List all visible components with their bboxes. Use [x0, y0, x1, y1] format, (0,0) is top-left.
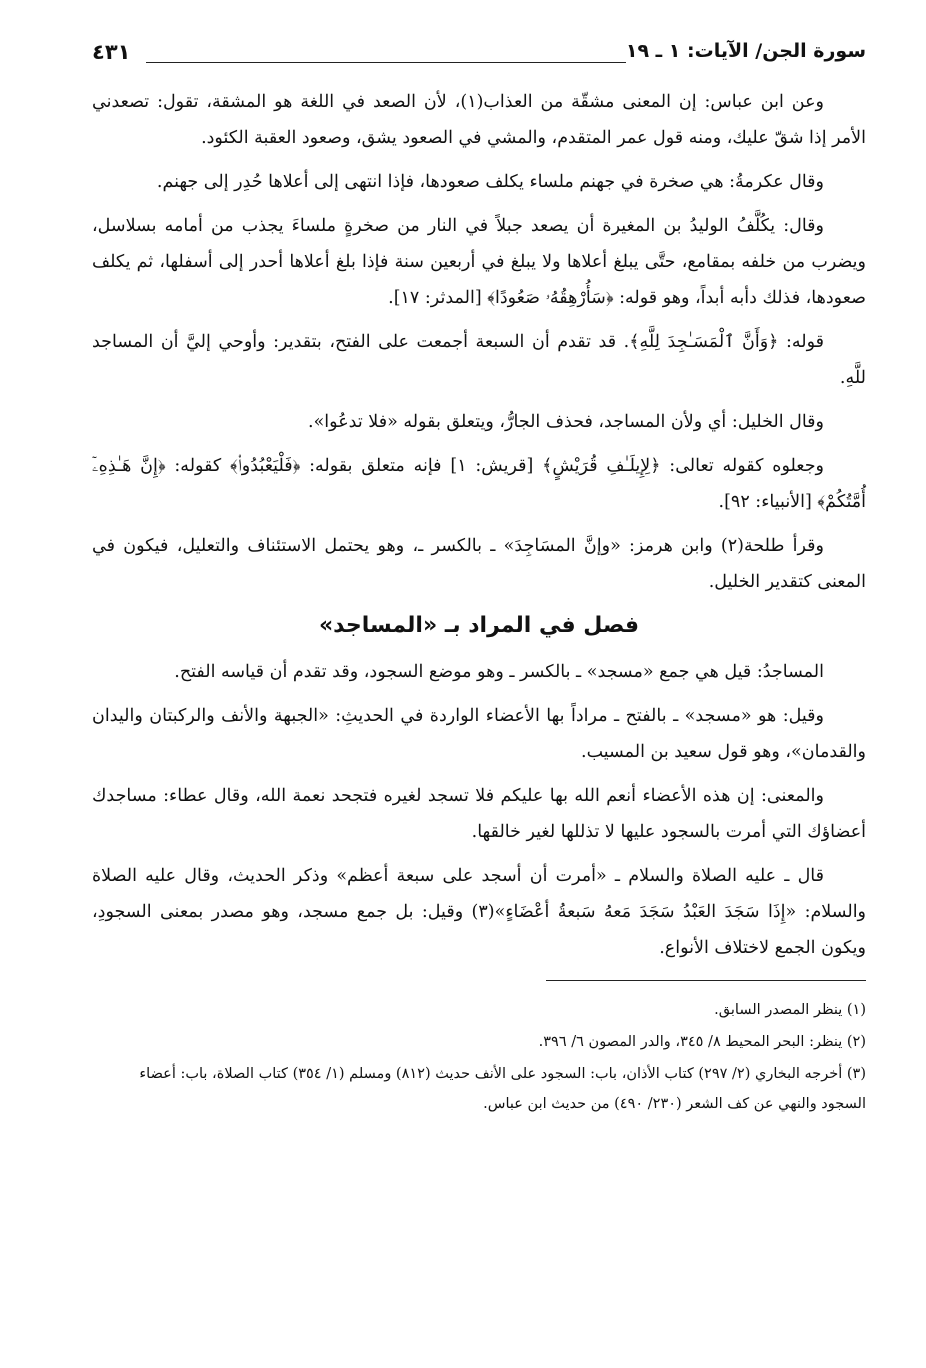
paragraph: وجعلوه كقوله تعالى: ﴿لِإِيلَـٰفِ قُرَيْشٍ﴾ [قريش: ١] فإنه متعلق بقوله: ﴿فَلْيَعْبُدُوا۟﴾ كقوله: ﴿إِنَّ هَـٰذِهِۦٓ أُمَّتُكُمْ﴾ [الأنبياء: ٩٢]. — [92, 456, 866, 512]
paragraph: وقرأ طلحة(٢) وابن هرمز: «وإنَّ المسَاجِدَ» ـ بالكسر ـ، وهو يحتمل الاستئناف والتعليل، فيكون في المعنى كتقدير الخليل. — [92, 536, 866, 592]
paragraph: وقيل: هو «مسجد» ـ بالفتح ـ مراداً بها الأعضاء الواردة في الحديثِ: «الجبهة والأنف والركبتان واليدان والقدمان»، وهو قول سعيد بن المسيب. — [92, 706, 866, 762]
paragraph: قال ـ عليه الصلاة والسلام ـ «أمرت أن أسجد على سبعة أعظم» وذكر الحديث، وقال عليه الصلاة والسلام: «إِذَا سَجَدَ العَبْدُ سَجَدَ مَعهُ سَبعةُ أعْضَاءٍ»(٣) وقيل: بل جمع مسجد، وهو مصدر بمعنى السجودِ، ويكون الجمع لاختلاف الأنواع. — [92, 866, 867, 958]
paragraph: المساجدُ: قيل هي جمع «مسجد» ـ بالكسر ـ وهو موضع السجود، وقد تقدم أن قياسه الفتح. — [174, 662, 824, 682]
book-page — [92, 30, 866, 1121]
header-rule — [146, 62, 626, 63]
paragraph: قوله: ﴿وَأَنَّ ٱلْمَسَـٰجِدَ لِلَّهِ﴾. قد تقدم أن السبعة أجمعت على الفتح، بتقدير: وأوحي إليَّ أن المساجد للَّهِ. — [92, 332, 866, 388]
paragraph: وقال عكرمةُ: هي صخرة في جهنم ملساء يكلف صعودها، فإذا انتهى إلى أعلاها حُدِر إلى جهنم. — [156, 172, 824, 192]
paragraph: وقال الخليل: أي ولأن المساجد، فحذف الجارُّ، ويتعلق بقوله «فلا تدعُوا». — [308, 412, 824, 432]
footnote: (٢) ينظر: البحر المحيط ٨/ ٣٤٥، والدر المصون ٦/ ٣٩٦. — [538, 1034, 866, 1050]
paragraph: وقال: يكُلَّفُ الوليدُ بن المغيرة أن يصعد جبلاً في النار من صخرةٍ ملساءَ يجذب من أمامه بسلاسل، ويضرب من خلفه بمقامع، حتَّى يبلغ أعلاها ولا يبلغ في أربعين سنة فإذا بلغ أعلاها أحدر إلى أسفلها، ثم يكلف صعودها، فذلك دأبه أبداً، وهو قوله: ﴿سَأُرْهِقُهُۥ صَعُودًا﴾ [المدثر: ١٧]. — [92, 216, 866, 308]
footnotes — [92, 995, 866, 1119]
footnote-separator — [546, 980, 866, 981]
section-heading: فصل في المراد بـ «المساجد» — [318, 613, 640, 638]
page-number: ٤٣١ — [92, 40, 131, 64]
footnote: (١) ينظر المصدر السابق. — [714, 1002, 866, 1018]
page-header — [92, 30, 866, 74]
footnote: (٣) أخرجه البخاري (٢/ ٢٩٧) كتاب الأذان، باب: السجود على الأنف حديث (٨١٢) ومسلم (١/ ٣٥٤) كتاب الصلاة، باب: أعضاء السجود والنهي عن كف الشعر (٢٣٠/ ٤٩٠) من حديث ابن عباس. — [139, 1066, 866, 1112]
paragraph: وعن ابن عباس: إن المعنى مشقّة من العذاب(١)، لأن الصعد في اللغة هو المشقة، تقول: تصعدني الأمر إذا شقّ عليك، ومنه قول عمر المتقدم، والمشي في الصعود يشق، وصعود العقبة الكئود. — [92, 92, 866, 148]
paragraph: والمعنى: إن هذه الأعضاء أنعم الله بها عليكم فلا تسجد لغيره فتجحد نعمة الله، وقال عطاء: مساجدك أعضاؤك التي أمرت بالسجود عليها لا تذللها لغير خالقها. — [92, 786, 866, 842]
main-text — [92, 84, 866, 966]
running-title: سورة الجن/ الآيات: ١ ـ ١٩ — [625, 40, 866, 62]
